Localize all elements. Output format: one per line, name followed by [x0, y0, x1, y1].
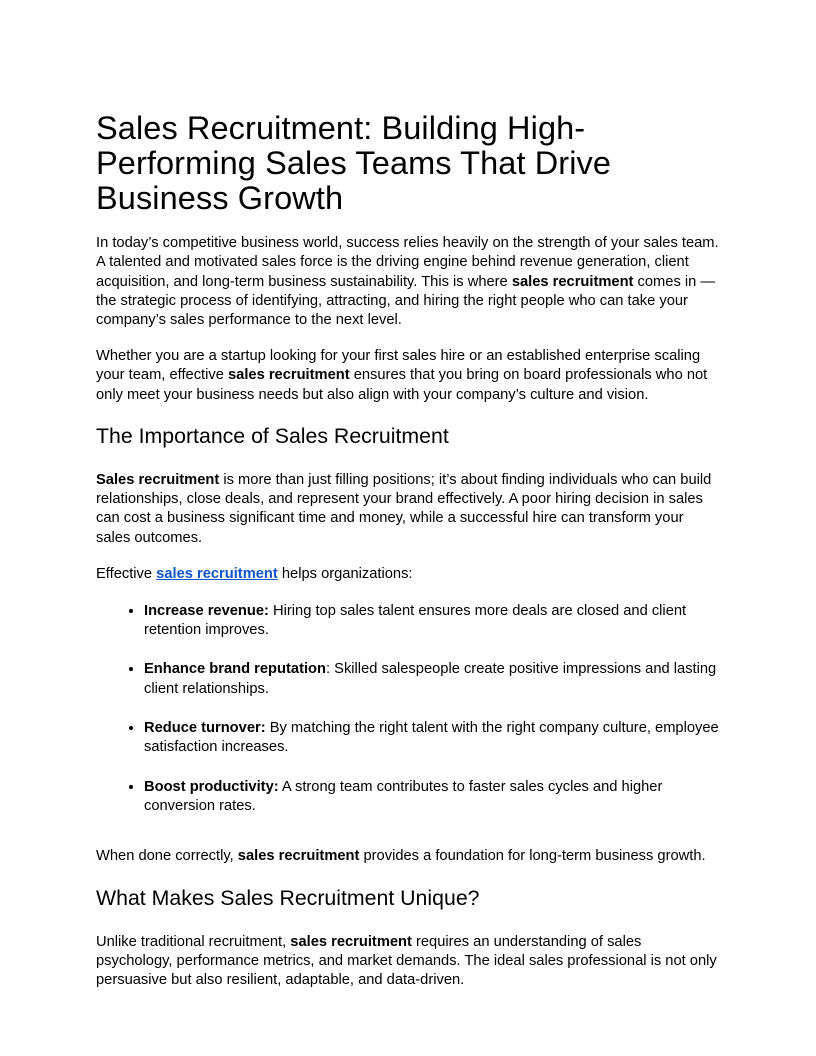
document-body — [96, 234, 720, 990]
paragraph — [96, 471, 720, 548]
paragraph — [96, 847, 720, 866]
text-run: A strong team contributes to faster sales cycles and higher conversion rates. — [144, 778, 663, 814]
bold-text: sales recruitment — [290, 933, 412, 950]
paragraph — [96, 234, 720, 330]
list-item — [144, 602, 720, 641]
text-run: : Skilled salespeople create positive impressions and lasting client relationships. — [144, 661, 717, 697]
text-run: is more than just filling positions; it’s about finding individuals who can build relationships, close deals, and represent your brand effectively. A poor hiring decision in sales can cost a business significant time and money, while a successful hire can transform your sales outcomes. — [96, 471, 712, 546]
bold-text: Increase revenue: — [144, 602, 269, 619]
section-heading: What Makes Sales Recruitment Unique? — [96, 885, 480, 910]
text-run: helps organizations: — [277, 565, 413, 582]
list-item — [144, 719, 720, 758]
section-heading: The Importance of Sales Recruitment — [96, 423, 449, 448]
bold-text: sales recruitment — [227, 367, 350, 384]
text-run: Whether you are a startup looking for your first sales hire or an established enterprise scaling your team, effective — [96, 347, 701, 384]
list-item — [144, 778, 720, 817]
bold-text: Sales recruitment — [96, 471, 220, 488]
paragraph — [96, 933, 720, 991]
bullet-list — [96, 602, 720, 816]
bold-text: Enhance brand reputation — [144, 661, 326, 678]
text-run: In today’s competitive business world, success relies heavily on the strength of your sales team. A talented and motivated sales force is the driving engine behind revenue generation, client acquisition, and long-term business sustainability. This is where — [96, 235, 719, 290]
paragraph — [96, 347, 720, 405]
text-run: provides a foundation for long-term business growth. — [359, 848, 706, 865]
text-run: Unlike traditional recruitment, — [96, 933, 291, 950]
bold-text: Boost productivity: — [144, 778, 279, 795]
text-run: comes in — the strategic process of identifying, attracting, and hiring the right people who can take your company’s sales performance to the next level. — [96, 273, 716, 329]
sales-recruitment-link[interactable]: sales recruitment — [156, 565, 278, 582]
list-item — [144, 660, 720, 699]
text-run: Effective — [96, 565, 157, 582]
bold-text: Reduce turnover: — [144, 720, 266, 737]
document-title: Sales Recruitment: Building High-Performing Sales Teams That Drive Business Growth — [96, 110, 612, 216]
text-run: requires an understanding of sales psychology, performance metrics, and market demands. The ideal sales professional is not only persuasive but also resilient, adaptable, and data-driven. — [96, 933, 717, 989]
bold-text: sales recruitment — [237, 848, 360, 865]
text-run: Hiring top sales talent ensures more deals are closed and client retention improves. — [144, 602, 687, 639]
text-run: By matching the right talent with the right company culture, employee satisfaction increases. — [144, 720, 719, 756]
paragraph — [96, 565, 720, 584]
bold-text: sales recruitment — [511, 273, 634, 290]
text-run: When done correctly, — [96, 848, 238, 865]
text-run: ensures that you bring on board professionals who not only meet your business needs but also align with your company’s culture and vision. — [96, 367, 708, 403]
